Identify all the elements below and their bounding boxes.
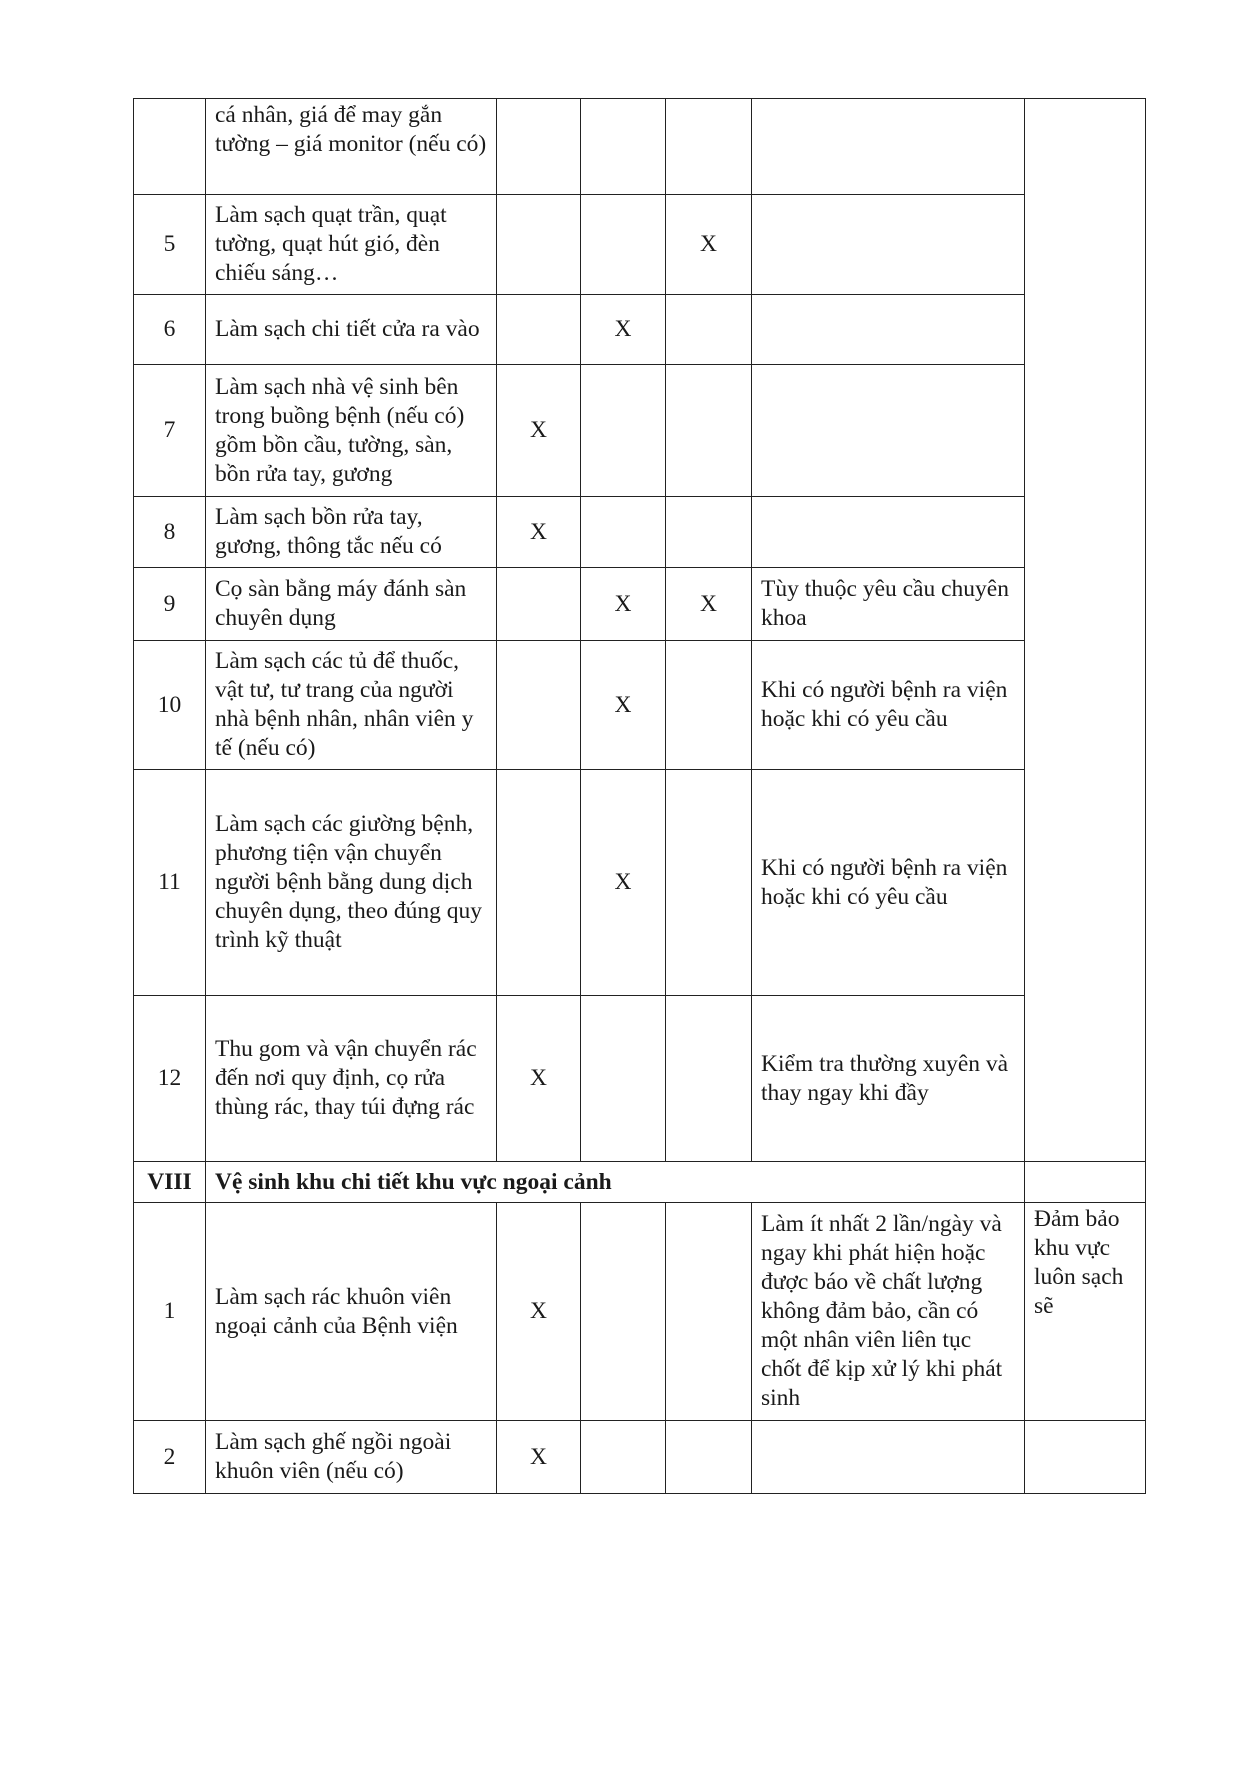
frequency-mark-1 [497,641,581,770]
table-row [134,1421,1146,1494]
row-number: 8 [134,497,206,568]
frequency-mark-2 [581,1421,666,1494]
frequency-mark-2 [581,996,666,1162]
frequency-mark-1 [497,99,581,195]
row-number: 7 [134,365,206,497]
note [752,99,1025,195]
table-row [134,568,1146,641]
task-description: Làm sạch chi tiết cửa ra vào [206,295,497,365]
task-description: Làm sạch ghế ngồi ngoài khuôn viên (nếu có) [206,1421,497,1494]
table-row [134,295,1146,365]
table-row [134,641,1146,770]
section-remarks [1025,1162,1146,1203]
table-row [134,996,1146,1162]
frequency-mark-2 [581,1203,666,1421]
row-number: 11 [134,770,206,996]
frequency-mark-3 [666,770,752,996]
remarks: Đảm bảo khu vực luôn sạch sẽ [1025,1203,1146,1421]
frequency-mark-1: X [497,497,581,568]
note: Kiểm tra thường xuyên và thay ngay khi đầy [752,996,1025,1162]
note [752,1421,1025,1494]
row-number: 2 [134,1421,206,1494]
row-number: 6 [134,295,206,365]
frequency-mark-3 [666,99,752,195]
frequency-mark-1: X [497,1203,581,1421]
table-row [134,195,1146,295]
table-row [134,1203,1146,1421]
note: Tùy thuộc yêu cầu chuyên khoa [752,568,1025,641]
row-number: 9 [134,568,206,641]
table-row [134,99,1146,195]
note [752,295,1025,365]
frequency-mark-2: X [581,770,666,996]
frequency-mark-2 [581,195,666,295]
task-description: Làm sạch rác khuôn viên ngoại cảnh của Bệnh viện [206,1203,497,1421]
frequency-mark-1 [497,195,581,295]
frequency-mark-1: X [497,996,581,1162]
task-description: Làm sạch các giường bệnh, phương tiện vận chuyển người bệnh bằng dung dịch chuyên dụng, theo đúng quy trình kỹ thuật [206,770,497,996]
section-title: Vệ sinh khu chi tiết khu vực ngoại cảnh [206,1162,1025,1203]
note: Khi có người bệnh ra viện hoặc khi có yêu cầu [752,770,1025,996]
task-description: Làm sạch quạt trần, quạt tường, quạt hút gió, đèn chiếu sáng… [206,195,497,295]
table-row [134,770,1146,996]
frequency-mark-1 [497,770,581,996]
frequency-mark-3 [666,996,752,1162]
frequency-mark-3 [666,1203,752,1421]
note [752,497,1025,568]
row-number: 12 [134,996,206,1162]
table-row [134,497,1146,568]
task-description: cá nhân, giá để may gắn tường – giá monitor (nếu có) [206,99,497,195]
section-number: VIII [134,1162,206,1203]
note [752,365,1025,497]
frequency-mark-2 [581,365,666,497]
task-description: Làm sạch các tủ để thuốc, vật tư, tư trang của người nhà bệnh nhân, nhân viên y tế (nếu có) [206,641,497,770]
frequency-mark-2 [581,99,666,195]
frequency-mark-3 [666,497,752,568]
note [752,195,1025,295]
task-description: Thu gom và vận chuyển rác đến nơi quy định, cọ rửa thùng rác, thay túi đựng rác [206,996,497,1162]
frequency-mark-3 [666,365,752,497]
frequency-mark-3: X [666,568,752,641]
frequency-mark-3 [666,641,752,770]
frequency-mark-3: X [666,195,752,295]
note: Làm ít nhất 2 lần/ngày và ngay khi phát hiện hoặc được báo về chất lượng không đảm bảo, cần có một nhân viên liên tục chốt để kịp xử lý khi phát sinh [752,1203,1025,1421]
frequency-mark-2: X [581,641,666,770]
frequency-mark-2: X [581,568,666,641]
frequency-mark-1 [497,295,581,365]
task-description: Làm sạch nhà vệ sinh bên trong buồng bệnh (nếu có) gồm bồn cầu, tường, sàn, bồn rửa tay, gương [206,365,497,497]
frequency-mark-2 [581,497,666,568]
row-number: 5 [134,195,206,295]
cleaning-schedule-table [133,98,1146,1494]
table-row [134,365,1146,497]
section-row [134,1162,1146,1203]
row-number [134,99,206,195]
row-number: 1 [134,1203,206,1421]
frequency-mark-2: X [581,295,666,365]
task-description: Cọ sàn bằng máy đánh sàn chuyên dụng [206,568,497,641]
frequency-mark-3 [666,295,752,365]
frequency-mark-1 [497,568,581,641]
merged-remarks-cell [1025,99,1146,1162]
frequency-mark-1: X [497,1421,581,1494]
note: Khi có người bệnh ra viện hoặc khi có yêu cầu [752,641,1025,770]
remarks [1025,1421,1146,1494]
task-description: Làm sạch bồn rửa tay, gương, thông tắc nếu có [206,497,497,568]
frequency-mark-3 [666,1421,752,1494]
frequency-mark-1: X [497,365,581,497]
row-number: 10 [134,641,206,770]
